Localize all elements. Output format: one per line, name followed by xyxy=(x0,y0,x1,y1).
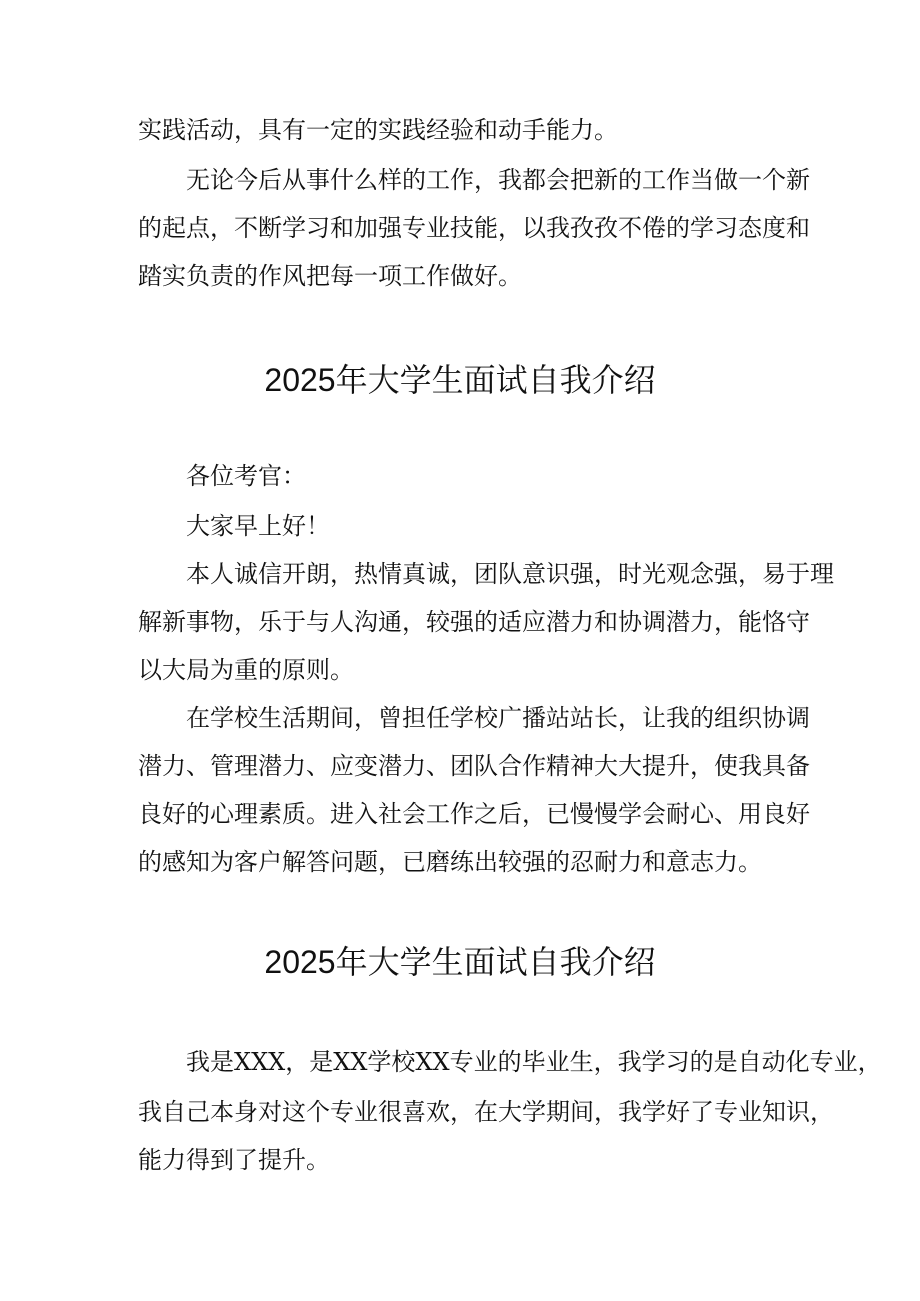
paragraph-line: 能力得到了提升。 xyxy=(138,1146,330,1174)
paragraph-line: 以大局为重的原则。 xyxy=(138,656,354,684)
section-heading: 2025年大学生面试自我介绍 xyxy=(264,362,656,398)
paragraph-line: 的感知为客户解答问题，已磨练出较强的忍耐力和意志力。 xyxy=(138,848,762,876)
paragraph-line: 解新事物，乐于与人沟通，较强的适应潜力和协调潜力，能恪守 xyxy=(138,608,810,636)
section-heading: 2025年大学生面试自我介绍 xyxy=(264,944,656,980)
paragraph-line: 踏实负责的作风把每一项工作做好。 xyxy=(138,262,522,290)
paragraph-line: 的起点，不断学习和加强专业技能，以我孜孜不倦的学习态度和 xyxy=(138,214,810,242)
greeting-line: 大家早上好！ xyxy=(186,512,330,540)
paragraph-line: 良好的心理素质。进入社会工作之后，已慢慢学会耐心、用良好 xyxy=(138,800,810,828)
paragraph-line: 在学校生活期间，曾担任学校广播站站长，让我的组织协调 xyxy=(186,704,810,732)
paragraph-line: 本人诚信开朗，热情真诚，团队意识强，时光观念强，易于理 xyxy=(186,560,834,588)
paragraph-line: 我自己本身对这个专业很喜欢，在大学期间，我学好了专业知识， xyxy=(138,1098,834,1126)
paragraph-line: 实践活动，具有一定的实践经验和动手能力。 xyxy=(138,116,618,144)
paragraph-line: 无论今后从事什么样的工作，我都会把新的工作当做一个新 xyxy=(186,166,810,194)
paragraph-line: 我是XXX，是XX学校XX专业的毕业生，我学习的是自动化专业， xyxy=(186,1048,882,1076)
paragraph-line: 潜力、管理潜力、应变潜力、团队合作精神大大提升，使我具备 xyxy=(138,752,810,780)
salutation-line: 各位考官： xyxy=(186,462,306,490)
